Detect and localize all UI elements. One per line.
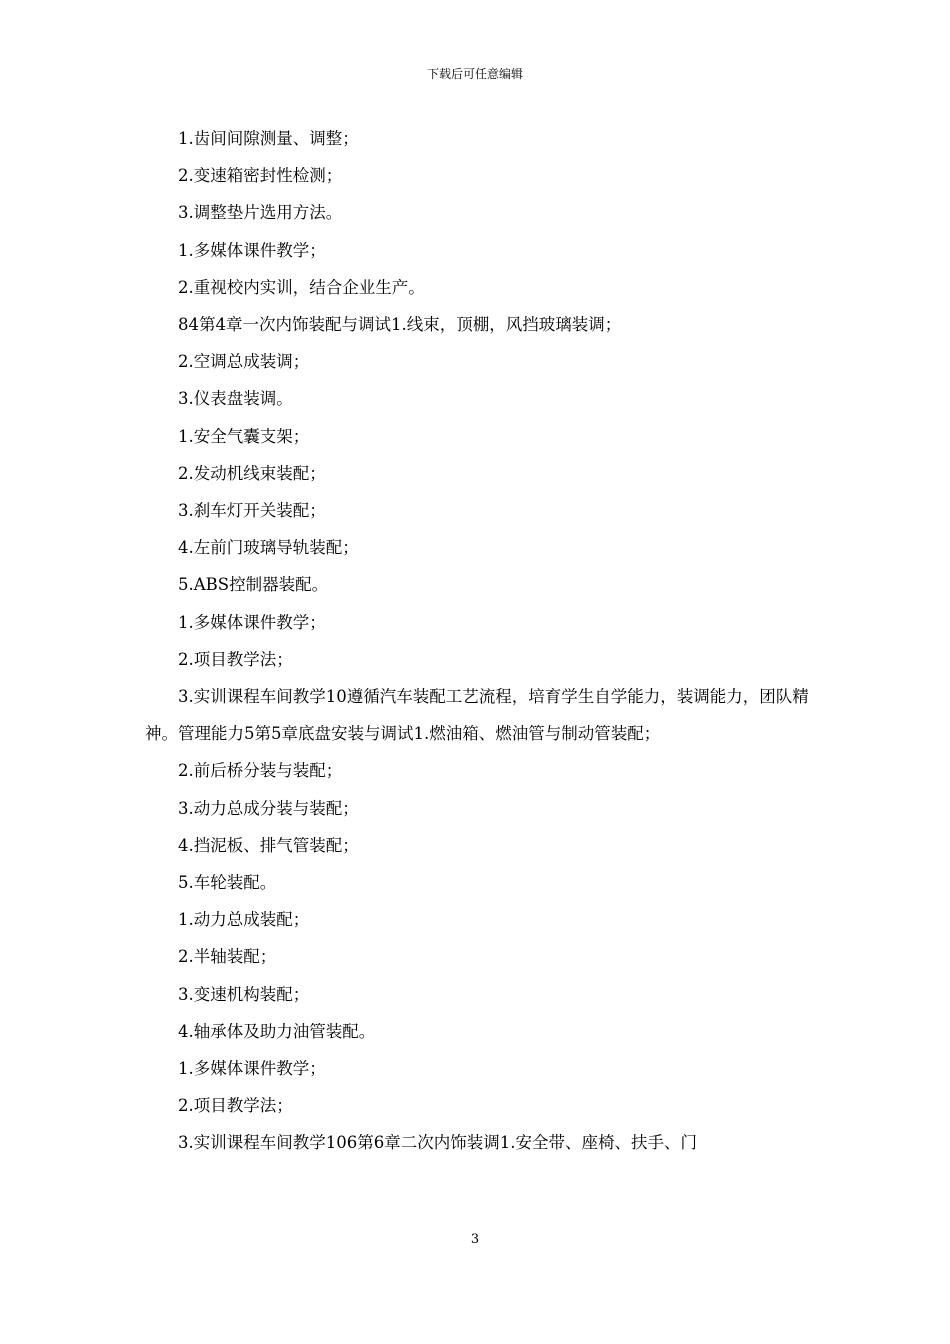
paragraph: 1.多媒体课件教学； [178,1059,326,1079]
paragraph: 4.挡泥板、排气管装配； [178,835,359,855]
paragraph: 4.左前门玻璃导轨装配； [178,538,359,558]
paragraph: 2.发动机线束装配； [178,463,326,483]
paragraph: 3.实训课程车间教学10遵循汽车装配工艺流程，培育学生自学能力，装调能力，团队精神。管理能力5第5章底盘安装与调试1.燃油箱、燃油管与制动管装配； [145,687,809,744]
paragraph: 2.半轴装配； [178,947,277,967]
paragraph: 3.实训课程车间教学106第6章二次内饰装调1.安全带、座椅、扶手、门 [178,1133,697,1153]
paragraph: 1.动力总成装配； [178,910,310,930]
document-body [145,120,810,1162]
paragraph: 1.安全气囊支架； [178,426,310,446]
paragraph: 2.项目教学法； [178,649,293,669]
paragraph: 2.空调总成装调； [178,352,310,372]
paragraph: 1.多媒体课件教学； [178,240,326,260]
paragraph: 5.ABS控制器装配。 [178,575,329,595]
paragraph: 3.变速机构装配； [178,984,310,1004]
paragraph: 3.调整垫片选用方法。 [178,203,343,223]
page-header: 下载后可任意编辑 [426,67,523,81]
paragraph: 1.多媒体课件教学； [178,612,326,632]
paragraph: 2.项目教学法； [178,1096,293,1116]
paragraph: 3.动力总成分装与装配； [178,798,359,818]
paragraph: 5.车轮装配。 [178,873,277,893]
paragraph: 84第4章一次内饰装配与调试1.线束，顶棚，风挡玻璃装调； [178,315,622,335]
paragraph: 2.前后桥分装与装配； [178,761,343,781]
paragraph: 1.齿间间隙测量、调整； [178,129,359,148]
paragraph: 4.轴承体及助力油管装配。 [178,1021,376,1041]
paragraph: 2.变速箱密封性检测； [178,166,343,186]
paragraph: 2.重视校内实训，结合企业生产。 [178,277,425,297]
page-number: 3 [470,1232,480,1247]
paragraph: 3.刹车灯开关装配； [178,501,326,521]
paragraph: 3.仪表盘装调。 [178,389,293,409]
